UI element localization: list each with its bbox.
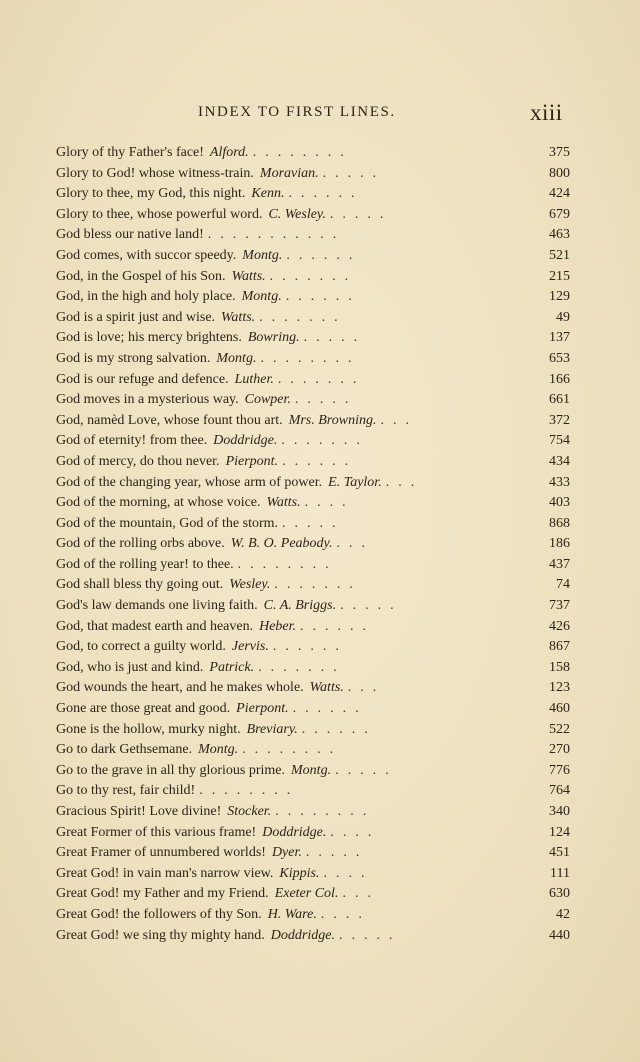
hymn-number: 460 bbox=[549, 701, 570, 717]
index-entry bbox=[56, 267, 570, 288]
index-entry bbox=[56, 225, 570, 246]
first-lines-index bbox=[56, 143, 570, 946]
dot-leader: ..... bbox=[282, 515, 345, 531]
hymn-number: 186 bbox=[549, 536, 570, 552]
dot-leader: ...... bbox=[301, 721, 377, 737]
dot-leader: ..... bbox=[340, 598, 403, 614]
hymn-number: 215 bbox=[549, 268, 570, 284]
index-entry bbox=[56, 287, 570, 308]
author-name: Doddridge. bbox=[262, 824, 327, 840]
dot-leader: ........ bbox=[275, 804, 376, 819]
dot-leader: ..... bbox=[338, 927, 402, 943]
first-line-text: Glory to thee, whose powerful word. bbox=[56, 206, 263, 222]
hymn-number: 372 bbox=[549, 412, 570, 428]
first-line-text: Glory to thee, my God, this night. bbox=[56, 186, 246, 202]
index-entry bbox=[56, 720, 570, 741]
first-line-text: Great Former of this various frame! bbox=[56, 824, 257, 840]
author-name: Kippis. bbox=[279, 865, 320, 881]
dot-leader: ... bbox=[342, 886, 380, 902]
index-entry bbox=[56, 184, 570, 205]
first-line-text: God shall bless thy going out. bbox=[56, 577, 224, 593]
dot-leader: ... bbox=[347, 680, 386, 696]
first-line-text: God, namèd Love, whose fount thou art. bbox=[56, 412, 283, 428]
first-line-text: Great God! in vain man's narrow view. bbox=[56, 865, 274, 881]
first-line-text: God of eternity! from thee. bbox=[56, 433, 208, 449]
hymn-number: 129 bbox=[549, 289, 570, 305]
index-entry bbox=[56, 781, 570, 802]
dot-leader: .... bbox=[330, 824, 381, 840]
author-name: Breviary. bbox=[246, 721, 298, 737]
dot-leader: ........ bbox=[260, 350, 361, 366]
dot-leader: ....... bbox=[259, 309, 347, 325]
hymn-number: 521 bbox=[549, 247, 570, 263]
index-entry bbox=[56, 493, 570, 514]
index-entry bbox=[56, 370, 570, 391]
dot-leader: ... bbox=[385, 474, 424, 490]
index-entry bbox=[56, 905, 570, 926]
first-line-text: God bless our native land! bbox=[56, 227, 204, 243]
first-line-text: God is a spirit just and wise. bbox=[56, 309, 216, 325]
author-name: Watts. bbox=[231, 268, 266, 284]
first-line-text: Gone are those great and good. bbox=[56, 701, 231, 717]
hymn-number: 522 bbox=[549, 721, 570, 737]
hymn-number: 451 bbox=[549, 845, 570, 861]
first-line-text: God, in the Gospel of his Son. bbox=[56, 268, 226, 284]
dot-leader: ........ bbox=[242, 742, 343, 758]
index-entry bbox=[56, 596, 570, 617]
dot-leader: ....... bbox=[274, 577, 362, 593]
index-entry bbox=[56, 617, 570, 638]
index-entry bbox=[56, 761, 570, 782]
index-entry bbox=[56, 514, 570, 535]
first-line-text: Great God! the followers of thy Son. bbox=[56, 906, 262, 922]
first-line-text: Gracious Spirit! Love divine! bbox=[56, 804, 222, 819]
first-line-text: God of the rolling orbs above. bbox=[56, 536, 225, 552]
index-entry bbox=[56, 246, 570, 267]
hymn-number: 424 bbox=[549, 186, 570, 202]
author-name: C. A. Briggs. bbox=[263, 598, 337, 614]
author-name: H. Ware. bbox=[267, 906, 317, 922]
author-name: E. Taylor. bbox=[328, 474, 382, 490]
author-name: Exeter Col. bbox=[274, 886, 339, 902]
author-name: W. B. O. Peabody. bbox=[230, 536, 333, 552]
author-name: C. Wesley. bbox=[268, 206, 326, 222]
first-line-text: Great God! my Father and my Friend. bbox=[56, 886, 269, 902]
author-name: Jervis. bbox=[231, 639, 269, 655]
hymn-number: 403 bbox=[549, 495, 570, 511]
index-entry bbox=[56, 575, 570, 596]
index-entry bbox=[56, 658, 570, 679]
index-entry bbox=[56, 349, 570, 370]
author-name: Bowring. bbox=[247, 330, 300, 346]
hymn-number: 375 bbox=[549, 145, 570, 160]
first-line-text: Glory of thy Father's face! bbox=[56, 145, 204, 160]
dot-leader: ...... bbox=[285, 289, 361, 305]
first-line-text: God of the rolling year! to thee. bbox=[56, 556, 234, 572]
first-line-text: God wounds the heart, and he makes whole. bbox=[56, 680, 304, 696]
dot-leader: ....... bbox=[258, 659, 346, 675]
dot-leader: ...... bbox=[300, 618, 376, 634]
dot-leader: ........... bbox=[207, 227, 346, 243]
index-entry bbox=[56, 143, 570, 164]
hymn-number: 440 bbox=[549, 927, 570, 943]
hymn-number: 166 bbox=[549, 371, 570, 387]
hymn-number: 124 bbox=[549, 824, 570, 840]
dot-leader: ....... bbox=[269, 268, 358, 284]
author-name: Watts. bbox=[309, 680, 344, 696]
author-name: Watts. bbox=[266, 495, 301, 511]
author-name: Moravian. bbox=[259, 165, 319, 181]
dot-leader: ..... bbox=[329, 206, 393, 222]
index-entry bbox=[56, 452, 570, 473]
hymn-number: 426 bbox=[549, 618, 570, 634]
author-name: Luther. bbox=[234, 371, 274, 387]
index-entry bbox=[56, 555, 570, 576]
index-entry bbox=[56, 740, 570, 761]
hymn-number: 630 bbox=[549, 886, 570, 902]
hymn-number: 764 bbox=[549, 783, 570, 799]
first-line-text: God, in the high and holy place. bbox=[56, 289, 236, 305]
dot-leader: .... bbox=[323, 865, 374, 881]
author-name: Doddridge. bbox=[270, 927, 335, 943]
hymn-number: 433 bbox=[549, 474, 570, 490]
index-entry bbox=[56, 411, 570, 432]
first-line-text: God is my strong salvation. bbox=[56, 350, 211, 366]
index-entry bbox=[56, 164, 570, 185]
hymn-number: 679 bbox=[549, 206, 570, 222]
dot-leader: ..... bbox=[305, 845, 369, 861]
index-entry bbox=[56, 473, 570, 494]
dot-leader: ........ bbox=[237, 556, 338, 572]
dot-leader: ...... bbox=[272, 639, 348, 655]
author-name: Watts. bbox=[221, 309, 256, 325]
index-entry bbox=[56, 390, 570, 411]
author-name: Dyer. bbox=[271, 845, 302, 861]
index-entry bbox=[56, 926, 570, 947]
dot-leader: ..... bbox=[294, 392, 358, 408]
first-line-text: Great God! we sing thy mighty hand. bbox=[56, 927, 265, 943]
first-line-text: God of the mountain, God of the storm. bbox=[56, 515, 279, 531]
dot-leader: ....... bbox=[277, 371, 366, 387]
author-name: Montg. bbox=[198, 742, 239, 758]
hymn-number: 270 bbox=[549, 742, 570, 758]
index-entry bbox=[56, 308, 570, 329]
index-entry bbox=[56, 205, 570, 226]
author-name: Montg. bbox=[291, 762, 332, 778]
hymn-number: 868 bbox=[549, 515, 570, 531]
first-line-text: God of the morning, at whose voice. bbox=[56, 495, 261, 511]
index-entry bbox=[56, 328, 570, 349]
dot-leader: ..... bbox=[322, 165, 386, 181]
author-name: Montg. bbox=[241, 289, 282, 305]
author-name: Heber. bbox=[259, 618, 297, 634]
first-line-text: God is love; his mercy brightens. bbox=[56, 330, 242, 346]
index-entry bbox=[56, 534, 570, 555]
dot-leader: ........ bbox=[252, 145, 353, 160]
dot-leader: ...... bbox=[292, 701, 368, 717]
author-name: Wesley. bbox=[229, 577, 271, 593]
hymn-number: 49 bbox=[556, 309, 570, 325]
dot-leader: ...... bbox=[286, 247, 362, 263]
first-line-text: God, who is just and kind. bbox=[56, 659, 204, 675]
index-entry bbox=[56, 864, 570, 885]
dot-leader: ... bbox=[336, 536, 374, 552]
author-name: Patrick. bbox=[209, 659, 255, 675]
author-name: Pierpont. bbox=[236, 701, 289, 717]
author-name: Alford. bbox=[209, 145, 249, 160]
author-name: Pierpont. bbox=[225, 453, 279, 469]
index-entry bbox=[56, 431, 570, 452]
first-line-text: God of the changing year, whose arm of power. bbox=[56, 474, 323, 490]
dot-leader: ..... bbox=[335, 762, 398, 778]
page-number: xiii bbox=[530, 100, 563, 125]
first-line-text: Go to the grave in all thy glorious prime. bbox=[56, 762, 286, 778]
hymn-number: 111 bbox=[550, 865, 570, 881]
author-name: Stocker. bbox=[227, 804, 272, 819]
index-entry bbox=[56, 884, 570, 905]
first-line-text: God comes, with succor speedy. bbox=[56, 247, 237, 263]
hymn-number: 42 bbox=[556, 906, 570, 922]
hymn-number: 661 bbox=[549, 392, 570, 408]
dot-leader: ... bbox=[380, 412, 418, 428]
dot-leader: .... bbox=[320, 906, 371, 922]
hymn-number: 800 bbox=[549, 165, 570, 181]
hymn-number: 137 bbox=[549, 330, 570, 346]
first-line-text: Gone is the hollow, murky night. bbox=[56, 721, 241, 737]
hymn-number: 463 bbox=[549, 227, 570, 243]
first-line-text: God, that madest earth and heaven. bbox=[56, 618, 254, 634]
hymn-number: 653 bbox=[549, 350, 570, 366]
author-name: Montg. bbox=[242, 247, 283, 263]
first-line-text: God is our refuge and defence. bbox=[56, 371, 229, 387]
first-line-text: God's law demands one living faith. bbox=[56, 598, 258, 614]
index-entry bbox=[56, 823, 570, 844]
hymn-number: 158 bbox=[549, 659, 570, 675]
hymn-number: 754 bbox=[549, 433, 570, 449]
hymn-number: 776 bbox=[549, 762, 570, 778]
author-name: Cowper. bbox=[244, 392, 291, 408]
index-entry bbox=[56, 802, 570, 823]
hymn-number: 867 bbox=[549, 639, 570, 655]
author-name: Montg. bbox=[216, 350, 257, 366]
hymn-number: 737 bbox=[549, 598, 570, 614]
index-entry bbox=[56, 699, 570, 720]
author-name: Mrs. Browning. bbox=[288, 412, 377, 428]
author-name: Kenn. bbox=[251, 186, 285, 202]
author-name: Doddridge. bbox=[213, 433, 278, 449]
hymn-number: 437 bbox=[549, 556, 570, 572]
hymn-number: 123 bbox=[549, 680, 570, 696]
index-entry bbox=[56, 843, 570, 864]
hymn-number: 340 bbox=[549, 804, 570, 819]
page-header bbox=[0, 100, 640, 130]
first-line-text: God moves in a mysterious way. bbox=[56, 392, 239, 408]
hymn-number: 74 bbox=[556, 577, 570, 593]
dot-leader: ....... bbox=[281, 433, 369, 449]
dot-leader: .... bbox=[304, 495, 355, 511]
index-entry bbox=[56, 678, 570, 699]
first-line-text: God, to correct a guilty world. bbox=[56, 639, 226, 655]
index-entry bbox=[56, 637, 570, 658]
first-line-text: God of mercy, do thou never. bbox=[56, 453, 220, 469]
dot-leader: ...... bbox=[288, 186, 364, 202]
first-line-text: Go to thy rest, fair child! bbox=[56, 783, 196, 799]
first-line-text: Go to dark Gethsemane. bbox=[56, 742, 193, 758]
dot-leader: ...... bbox=[282, 453, 358, 469]
hymn-number: 434 bbox=[549, 453, 570, 469]
first-line-text: Glory to God! whose witness-train. bbox=[56, 165, 254, 181]
running-title: INDEX TO FIRST LINES. bbox=[198, 104, 396, 120]
dot-leader: ..... bbox=[303, 330, 367, 346]
first-line-text: Great Framer of unnumbered worlds! bbox=[56, 845, 266, 861]
dot-leader: ........ bbox=[199, 783, 300, 799]
